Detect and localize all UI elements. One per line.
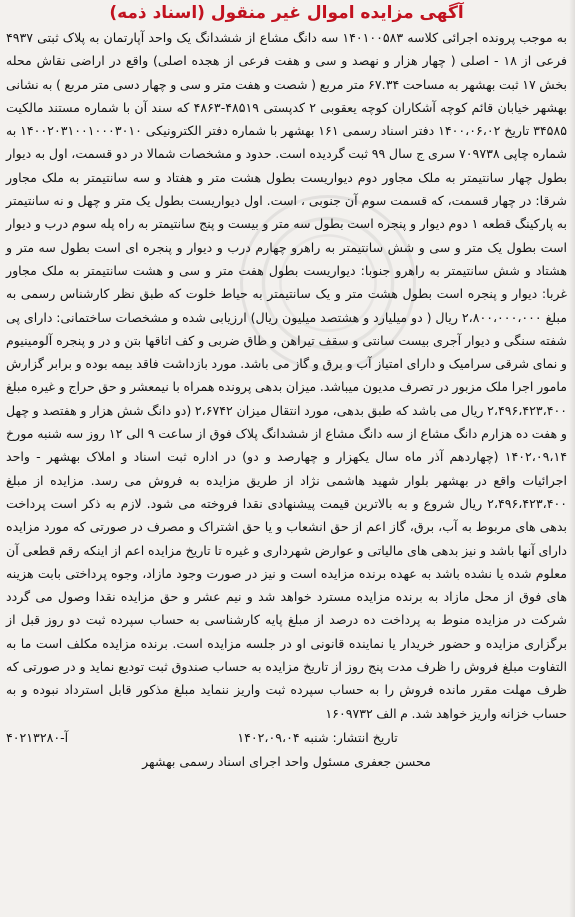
notice-body: به موجب پرونده اجرائی کلاسه ۱۴۰۱۰۰۵۸۳ سه دانگ مشاع از ششدانگ یک واحد آپارتمان به پلاک ثبتی ۴۹۳۷ فرعی از ۱۸ - اصلی ( چهار هزار و نهصد و سی و هفت فرعی از هجده اصلی) واقع در اراضی نقاش محله بخش ۱۷ ثبت بهشهر به مساحت ۶۷.۳۴ متر مربع ( شصت و هفت متر و سی و چهار دسی متر مربع ) به نشانی بهشهر خیابان قائم کوچه آشکاران کوچه یعقوبی ۲ کدپستی ۴۸۵۱۹-۴۸۶۳ که سند آن با شماره مستند مالکیت ۳۴۵۸۵ تاریخ ۱۴۰۰،۰۶،۰۲ دفتر اسناد رسمی ۱۶۱ بهشهر با شماره دفتر الکترونیکی ۱۴۰۰۲۰۳۱۰۰۱۰۰۰۳۰۱۰ به شماره چاپی ۷۰۹۷۳۸ سری ج سال ۹۹ ثبت گردیده است. حدود و مشخصات شمالا در دو قسمت، اول به دیوار بطول چهار سانتیمتر به ملک مجاور دوم دیواریست بطول هشت متر و هفتاد و سه سانتیمتر به ملک مجاور شرقا: در چهار قسمت، که قسمت سوم آن جنوبی ، است. اول دیواریست بطول یک متر و چهل و نه سانتیمتر به پارکینگ قطعه ۱ دوم دیوار و پنجره است بطول سه متر و بیست و پنج سانتیمتر به راه پله سوم درب و دیوار است بطول یک متر و سی و شش سانتیمتر به راهرو چهارم درب و دیوار و پنجره ای است بطول سه متر و هشتاد و شش سانتیمتر به راهرو جنوبا: دیواریست بطول هفت متر و سی و هشت سانتیمتر به ملک مجاور غربا: دیوار و پنجره است بطول هشت متر و یک سانتیمتر به حیاط خلوت که طبق نظر کارشناس رسمی به مبلغ ۲،۸۰۰،۰۰۰،۰۰۰ ریال ( دو میلیارد و هشتصد میلیون ریال) ارزیابی شده و مشخصات ساختمانی: دارای پی شفته سنگی و دیوار آجری بیست سانتی و سقف تیراهن و طاق ضربی و کف اتاقها بتن و در و پنجره آلومینیوم و نمای شرقی سرامیک و دارای امتیاز آب و برق و گاز می باشد. مورد بازداشت فاقد بیمه بوده و برابر گزارش مامور اجرا ملک مزبور در تصرف مدیون میباشد. میزان بدهی پرونده همراه با نیمعشر و حق حراج و غیره مبلغ ۲،۴۹۶،۴۲۳،۴۰۰ ریال می باشد که طبق بدهی، مورد انتقال میزان ۲،۶۷۴۲ (دو دانگ شش هزار و هفتصد و چهل و هفت ده هزارم دانگ مشاع از سه دانگ مشاع از ششدانگ پلاک فوق از ساعت ۹ الی ۱۲ روز سه شنبه مورخ ۱۴۰۲،۰۹،۱۴ (چهاردهم آذر ماه سال یکهزار و چهارصد و دو) در اداره ثبت اسناد و املاک بهشهر - واحد اجرائیات واقع در بهشهر بلوار شهید هاشمی نژاد از طریق مزایده به فروش می رسد. مزایده از مبلغ ۲،۴۹۶،۴۲۳،۴۰۰ ریال شروع و به بالاترین قیمت پیشنهادی نقدا فروخته می شود. لازم به ذکر است پرداخت بدهی های مربوط به آب، برق، گاز اعم از حق انشعاب و یا حق اشتراک و مصرف در صورتی که مورد مزایده دارای آنها باشد و نیز بدهی های مالیاتی و عوارض شهرداری و غیره تا تاریخ مزایده اعم از اینکه رقم قطعی آن معلوم شده یا نشده باشد به عهده برنده مزایده است و نیز در صورت وجود مازاد، وجوه پرداختی بابت هزینه های فوق از محل مازاد به برنده مزایده مسترد خواهد شد و نیم عشر و حق مزایده نقدا وصول می گردد شرکت در مزایده منوط به پرداخت ده درصد از مبلغ پایه کارشناسی به حساب سپرده ثبت دو روز قبل از برگزاری مزایده و حضور خریدار یا نماینده قانونی او در جلسه مزایده است. برنده مزایده مکلف است ما به التفاوت مبلغ فروش را ظرف مدت پنج روز از تاریخ مزایده به حساب صندوق ثبت تودیع نماید و در صورتی که ظرف مهلت مقرر مانده فروش را به حساب سپرده ثبت واریز ننماید مبلغ مذکور قابل استرداد نبوده و به حساب خزانه واریز خواهد شد. م الف ۱۶۰۹۷۳۲ bbox=[6, 30, 568, 721]
page-edge-shadow bbox=[569, 0, 575, 917]
publish-date: تاریخ انتشار: شنبه ۱۴۰۲،۰۹،۰۴ bbox=[237, 729, 398, 745]
notice-title: آگهی مزایده اموال غیر منقول (اسناد ذمه) bbox=[109, 3, 464, 23]
auction-notice bbox=[6, 2, 567, 915]
reference-code: آ-۴۰۲۱۳۲۸۰ bbox=[6, 729, 69, 745]
notice-meta bbox=[6, 727, 567, 749]
signature-line: محسن جعفری مسئول واحد اجرای اسناد رسمی بهشهر bbox=[142, 753, 431, 769]
